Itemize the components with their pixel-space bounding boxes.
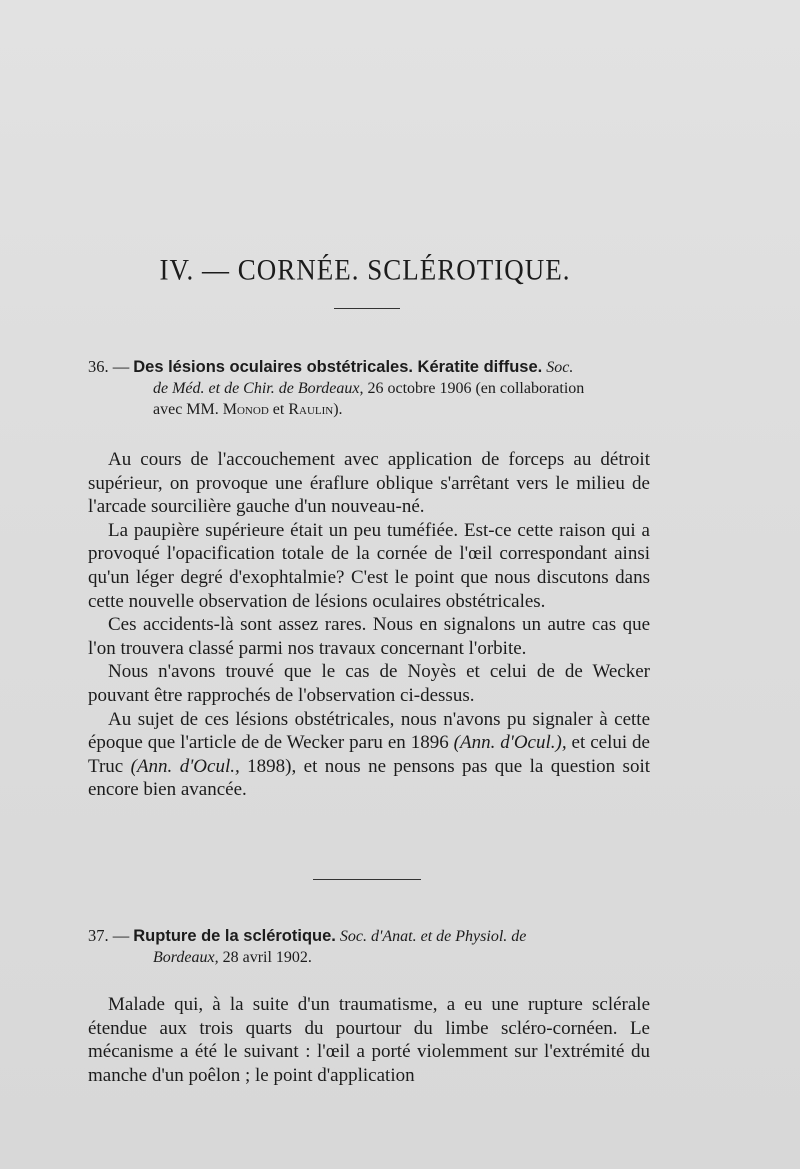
entry-36-heading xyxy=(88,356,650,420)
paragraph: Ces accidents-là sont assez rares. Nous en signalons un autre cas que l'on trouvera classé parmi nos travaux concernant l'orbite. xyxy=(88,614,650,659)
entry-36-body xyxy=(88,448,650,802)
paragraph: Nous n'avons trouvé que le cas de Noyès et celui de de Wecker pouvant être rapprochés de l'observation ci-dessus. xyxy=(88,661,650,706)
entry-37-number: 37. — xyxy=(88,926,130,945)
entry-36-number: 36. — xyxy=(88,357,130,376)
entry-36-source: Soc. xyxy=(546,359,574,376)
author-raulin: Raulin xyxy=(288,401,334,418)
entry-37-heading xyxy=(88,925,650,968)
entry-37-body xyxy=(88,993,650,1087)
paragraph: Malade qui, à la suite d'un traumatisme, a eu une rupture sclérale étendue aux trois quarts du pourtour du limbe scléro-cornéen. Le mécanisme a été le suivant : l'œil a porté violemment sur l'extrémité du manche d'un poêlon ; le point d'application xyxy=(88,994,650,1086)
entry-37-date: 28 avril 1902. xyxy=(222,949,312,966)
entry-36-collaborators: avec MM. Monod et Raulin). xyxy=(153,401,343,418)
entry-36-title: Des lésions oculaires obstétricales. Kératite diffuse. xyxy=(133,358,543,376)
paragraph: La paupière supérieure était un peu tuméfiée. Est-ce cette raison qui a provoqué l'opacification totale de la cornée de l'œil correspondant ainsi qu'un léger degré d'exophtalmie? C'est le point que nous discutons dans cette nouvelle observation de lésions oculaires obstétricales. xyxy=(88,519,650,612)
entry-36-date: 26 octobre 1906 xyxy=(367,380,472,397)
entry-37-source: Soc. d'Anat. et de Physiol. de xyxy=(339,928,527,945)
entry-37-source-line: Bordeaux, 28 avril 1902. xyxy=(153,949,312,966)
paragraph-last: Au sujet de ces lésions obstétricales, nous n'avons pu signaler à cette époque que l'article de de Wecker paru en 1896 (Ann. d'Ocul.), et celui de Truc (Ann. d'Ocul., 1898), et nous ne pensons pas que la question soit encore bien avancée. xyxy=(88,708,651,801)
chapter-title: IV. — CORNÉE. SCLÉROTIQUE. xyxy=(159,253,571,287)
entry-36-source-line: de Méd. et de Chir. de Bordeaux, 26 octobre 1906 (en collaboration xyxy=(153,380,585,397)
author-monod: Monod xyxy=(222,401,269,418)
paragraph: Au cours de l'accouchement avec application de forceps au détroit supérieur, on provoque une éraflure oblique s'arrêtant vers le milieu de l'arcade sourcilière gauche d'un nouveau-né. xyxy=(88,449,650,518)
title-rule xyxy=(334,308,400,309)
entry-37-title: Rupture de la sclérotique. xyxy=(133,927,336,945)
section-divider xyxy=(313,879,421,880)
